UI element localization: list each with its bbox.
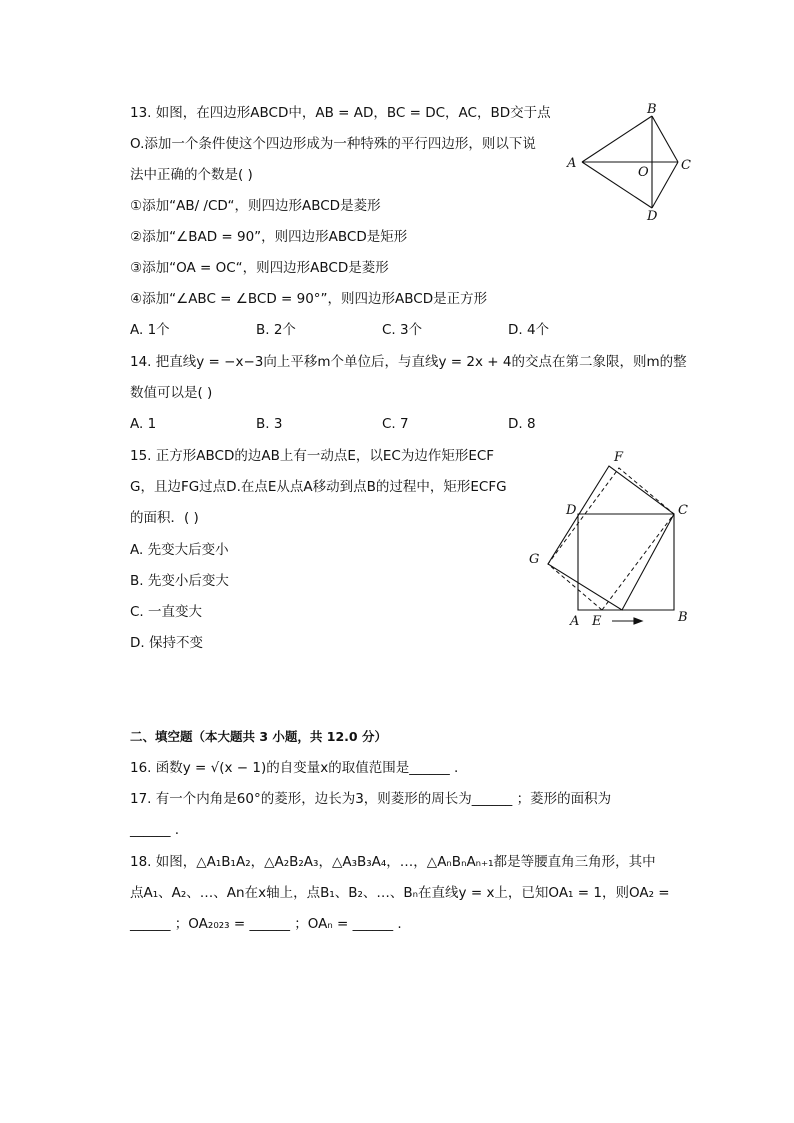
q15-rectangle-ecfg — [548, 466, 674, 610]
q15-option-d: D. 保持不变 — [130, 635, 203, 651]
q13-label-b: B — [647, 102, 657, 117]
q15-option-a: A. 先变大后变小 — [130, 542, 229, 558]
q13-segment-bc — [652, 116, 678, 162]
q15-square-rectangle-figure — [524, 444, 694, 634]
q13-line-3: 法中正确的个数是( ) — [130, 167, 253, 183]
q18-line-2: 点A₁、A₂、…、An在x轴上，点B₁、B₂、…、Bₙ在直线y = x上，已知OA₁ = 1，则OA₂ = — [130, 885, 670, 901]
q15-label-b: B — [678, 610, 688, 625]
q15-motion-arrow-head — [634, 618, 642, 624]
q15-line-3: 的面积．( ) — [130, 510, 199, 526]
q15-dashed-rectangle — [548, 468, 674, 610]
q14-option-d: D. 8 — [508, 416, 536, 432]
q13-kite-figure — [560, 98, 700, 226]
q18-line-1: 18. 如图，△A₁B₁A₂，△A₂B₂A₃，△A₃B₃A₄，…，△AₙBₙAₙ₊₁都是等腰直角三角形，其中 — [130, 854, 656, 870]
q15-line-1: 15. 正方形ABCD的边AB上有一动点E，以EC为边作矩形ECF — [130, 448, 495, 464]
q15-label-e: E — [592, 614, 602, 629]
q16-text: 16. 函数y = √(x − 1)的自变量x的取值范围是______ . — [130, 760, 459, 776]
q15-label-f: F — [614, 450, 624, 465]
q15-label-c: C — [678, 503, 688, 518]
q13-statement-3: ③添加“OA = OC“，则四边形ABCD是菱形 — [130, 260, 389, 276]
q13-statement-1: ①添加“AB/ /CD“，则四边形ABCD是菱形 — [130, 198, 381, 214]
q15-option-b: B. 先变小后变大 — [130, 573, 229, 589]
q15-option-c: C. 一直变大 — [130, 604, 203, 620]
q13-option-c: C. 3个 — [382, 322, 423, 338]
q15-label-g: G — [529, 552, 540, 567]
q13-segment-ab — [582, 116, 652, 162]
q13-statement-4: ④添加“∠ABC = ∠BCD = 90°”，则四边形ABCD是正方形 — [130, 291, 488, 307]
q13-segment-cd — [652, 162, 678, 208]
q14-option-b: B. 3 — [256, 416, 283, 432]
q13-option-d: D. 4个 — [508, 322, 550, 338]
q15-label-d: D — [566, 503, 577, 518]
q17-line-1: 17. 有一个内角是60°的菱形，边长为3，则菱形的周长为______ ；菱形的面积为 — [130, 791, 612, 807]
q14-line-1: 14. 把直线y = −x−3向上平移m个单位后，与直线y = 2x + 4的交点在第二象限，则m的整 — [130, 354, 687, 370]
q13-option-b: B. 2个 — [256, 322, 296, 338]
q14-line-2: 数值可以是( ) — [130, 385, 213, 401]
section-2-heading: 二、填空题（本大题共 3 小题，共 12.0 分） — [130, 729, 387, 744]
q13-statement-2: ②添加“∠BAD = 90”，则四边形ABCD是矩形 — [130, 229, 408, 245]
q14-option-c: C. 7 — [382, 416, 409, 432]
q15-label-a: A — [570, 614, 580, 629]
q13-option-a: A. 1个 — [130, 322, 170, 338]
q15-square-abcd — [578, 514, 674, 610]
q13-label-c: C — [681, 158, 691, 173]
q13-line-2: O.添加一个条件使这个四边形成为一种特殊的平行四边形，则以下说 — [130, 136, 536, 152]
q18-line-3: ______ ；OA₂₀₂₃ = ______ ；OAₙ = ______ . — [130, 916, 402, 932]
q14-option-a: A. 1 — [130, 416, 157, 432]
q13-label-a: A — [567, 156, 577, 171]
q15-line-2: G，且边FG过点D.在点E从点A移动到点B的过程中，矩形ECFG — [130, 479, 507, 495]
q13-line-1: 13. 如图，在四边形ABCD中，AB = AD，BC = DC，AC，BD交于点 — [130, 105, 551, 121]
q17-line-2: ______ . — [130, 822, 180, 838]
q13-label-o: O — [638, 165, 649, 180]
q13-label-d: D — [647, 209, 658, 224]
